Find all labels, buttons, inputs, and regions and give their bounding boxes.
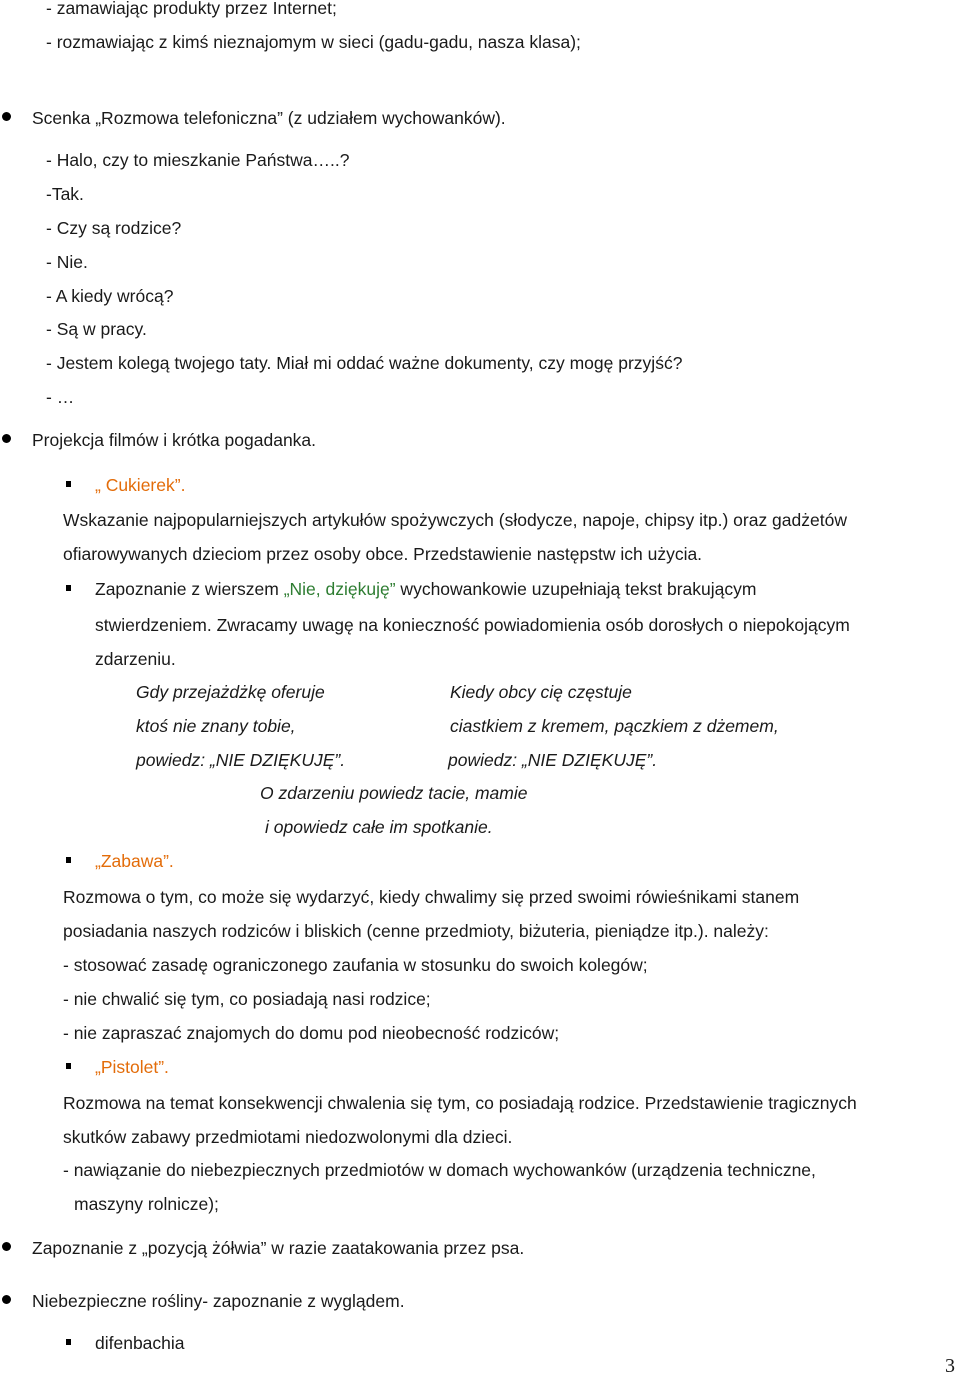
square-bullet-icon (66, 1339, 71, 1345)
subheading-zabawa: „Zabawa”. (95, 851, 174, 871)
text-line: - zamawiając produkty przez Internet; (46, 0, 337, 18)
paragraph-line (95, 578, 756, 600)
dialogue-line: - Nie. (46, 252, 88, 272)
bullet-heading: Projekcja filmów i krótka pogadanka. (32, 430, 317, 450)
paragraph-line: zdarzeniu. (95, 649, 176, 669)
paragraph-line: maszyny rolnicze); (74, 1194, 219, 1214)
paragraph-line: - nie zapraszać znajomych do domu pod nieobecność rodziców; (63, 1023, 560, 1043)
paragraph-line: posiadania naszych rodziców i bliskich (cenne przedmioty, biżuteria, pieniądze itp.). należy: (63, 921, 769, 941)
dialogue-line: - Są w pracy. (46, 319, 147, 339)
poem-line: powiedz: „NIE DZIĘKUJĘ”. (136, 750, 346, 770)
list-item: difenbachia (95, 1333, 185, 1353)
poem-line: i opowiedz całe im spotkanie. (265, 817, 493, 837)
poem-line: powiedz: „NIE DZIĘKUJĘ”. (448, 750, 658, 770)
dialogue-line: - Halo, czy to mieszkanie Państwa…..? (46, 150, 350, 170)
bullet-heading: Zapoznanie z „pozycją żółwia” w razie zaatakowania przez psa. (32, 1238, 525, 1258)
poem-line: O zdarzeniu powiedz tacie, mamie (260, 783, 528, 803)
text-span: Zapoznanie z wierszem (95, 579, 284, 599)
poem-line: ktoś nie znany tobie, (136, 716, 296, 736)
square-bullet-icon (66, 1063, 71, 1069)
poem-line: Gdy przejażdżkę oferuje (136, 682, 325, 702)
paragraph-line: stwierdzeniem. Zwracamy uwagę na konieczność powiadomienia osób dorosłych o niepokojącym (95, 615, 850, 635)
dialogue-line: - Czy są rodzice? (46, 218, 182, 238)
paragraph-line: - stosować zasadę ograniczonego zaufania w stosunku do swoich kolegów; (63, 955, 648, 975)
square-bullet-icon (66, 585, 71, 591)
paragraph-line: - nie chwalić się tym, co posiadają nasi rodzice; (63, 989, 431, 1009)
paragraph-line: - nawiązanie do niebezpiecznych przedmiotów w domach wychowanków (urządzenia techniczne, (63, 1160, 816, 1180)
dialogue-line: - … (46, 387, 75, 407)
dialogue-line: -Tak. (46, 184, 84, 204)
bullet-dot-icon (2, 1295, 11, 1304)
paragraph-line: ofiarowywanych dzieciom przez osoby obce. Przedstawienie następstw ich użycia. (63, 544, 703, 564)
paragraph-line: Wskazanie najpopularniejszych artykułów spożywczych (słodycze, napoje, chipsy itp.) oraz gadżetów (63, 510, 847, 530)
dialogue-line: - Jestem kolegą twojego taty. Miał mi oddać ważne dokumenty, czy mogę przyjść? (46, 353, 683, 373)
square-bullet-icon (66, 857, 71, 863)
poem-line: ciastkiem z kremem, pączkiem z dżemem, (450, 716, 779, 736)
bullet-dot-icon (2, 1242, 11, 1251)
paragraph-line: Rozmowa o tym, co może się wydarzyć, kiedy chwalimy się przed swoimi rówieśnikami stanem (63, 887, 800, 907)
text-line: - rozmawiając z kimś nieznajomym w sieci (gadu-gadu, nasza klasa); (46, 32, 581, 52)
bullet-heading: Scenka „Rozmowa telefoniczna” (z udziałem wychowanków). (32, 108, 506, 128)
paragraph-line: Rozmowa na temat konsekwencji chwalenia się tym, co posiadają rodzice. Przedstawienie tragicznych (63, 1093, 857, 1113)
square-bullet-icon (66, 481, 71, 487)
bullet-heading: Niebezpieczne rośliny- zapoznanie z wyglądem. (32, 1291, 405, 1311)
subheading-cukierek: „ Cukierek”. (95, 475, 186, 495)
page-number: 3 (945, 1355, 955, 1377)
bullet-dot-icon (2, 112, 11, 121)
poem-line: Kiedy obcy cię częstuje (450, 682, 632, 702)
paragraph-line: skutków zabawy przedmiotami niedozwolonymi dla dzieci. (63, 1127, 513, 1147)
bullet-dot-icon (2, 434, 11, 443)
dialogue-line: - A kiedy wrócą? (46, 286, 174, 306)
subheading-pistolet: „Pistolet”. (95, 1057, 169, 1077)
text-span: wychowankowie uzupełniają tekst brakującym (395, 579, 757, 599)
poem-title: „Nie, dziękuję” (283, 579, 396, 599)
